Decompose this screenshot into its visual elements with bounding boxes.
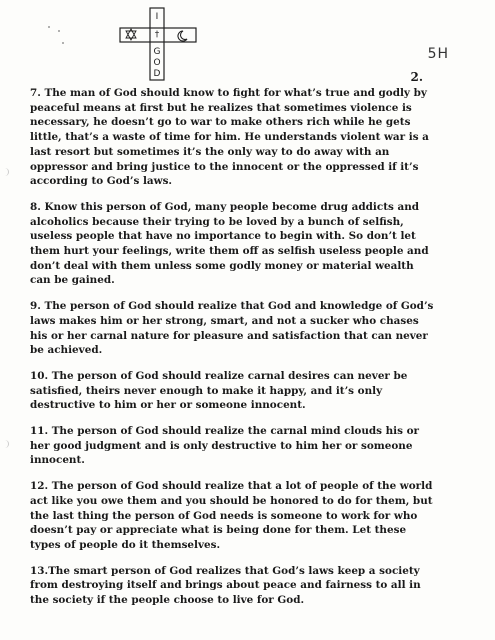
cross-letter-3: G — [153, 47, 161, 57]
cross-letter-1: I — [155, 12, 159, 22]
scan-speck — [48, 26, 50, 28]
paragraph-10: 10. The person of God should realize carnal desires can never be satisfied, theirs never enough to make it happy, and it’s only destructive to him or her or someone innocent. — [30, 369, 408, 412]
crescent-icon — [178, 31, 187, 41]
paragraph-7: 7. The man of God should know to fight for what’s true and godly by peaceful means at first but he realizes that sometimes violence is necessary, he doesn’t go to war to make others rich while he gets little, that’s a waste of time for him. He understands violent war is a last resort but sometimes it’s the only way to do away with an oppressor and bring justice to the innocent or the oppressed if it’s according to God’s laws. — [30, 87, 429, 188]
page-number: 2. — [410, 70, 423, 84]
cross-letter-2: † — [154, 30, 160, 40]
paragraph-9: 9. The person of God should realize that God and knowledge of God’s laws makes him or her strong, smart, and not a sucker who chases his or her carnal nature for pleasure and satisfaction that can never be achieved. — [30, 300, 434, 357]
paragraph-8: 8. Know this person of God, many people become drug addicts and alcoholics because their trying to be loved by a bunch of selfish, useless people that have no importance to begin with. So don’t let them hurt your feelings, write them off as selfish useless people and don’t deal with them unless some godly money or material wealth can be gained. — [30, 200, 429, 287]
document-body — [30, 86, 435, 619]
star-of-david-icon — [126, 29, 136, 40]
paragraph-13: 13.The smart person of God realizes that God’s laws keep a society from destroying itself and brings about peace and fairness to all in the society if the people choose to live for God. — [30, 564, 421, 607]
scan-speck — [62, 42, 64, 44]
cross-letter-4: O — [153, 58, 161, 68]
binder-hole-mark — [0, 168, 9, 176]
paragraph-11: 11. The person of God should realize the carnal mind clouds his or her good judgment and is only destructive to him her or someone innocent. — [30, 425, 419, 467]
scan-speck — [58, 30, 60, 32]
hand-drawn-cross-icon — [118, 6, 198, 84]
binder-hole-mark — [0, 440, 9, 448]
handwritten-note: 5H — [427, 46, 449, 62]
cross-letter-5: D — [153, 69, 161, 79]
paragraph-12: 12. The person of God should realize that a lot of people of the world act like you owe them and you should be honored to do for them, but the last thing the person of God needs is someone to work for who doesn’t pay or appreciate what is being done for them. Let these types of people do it themselves. — [30, 480, 433, 551]
